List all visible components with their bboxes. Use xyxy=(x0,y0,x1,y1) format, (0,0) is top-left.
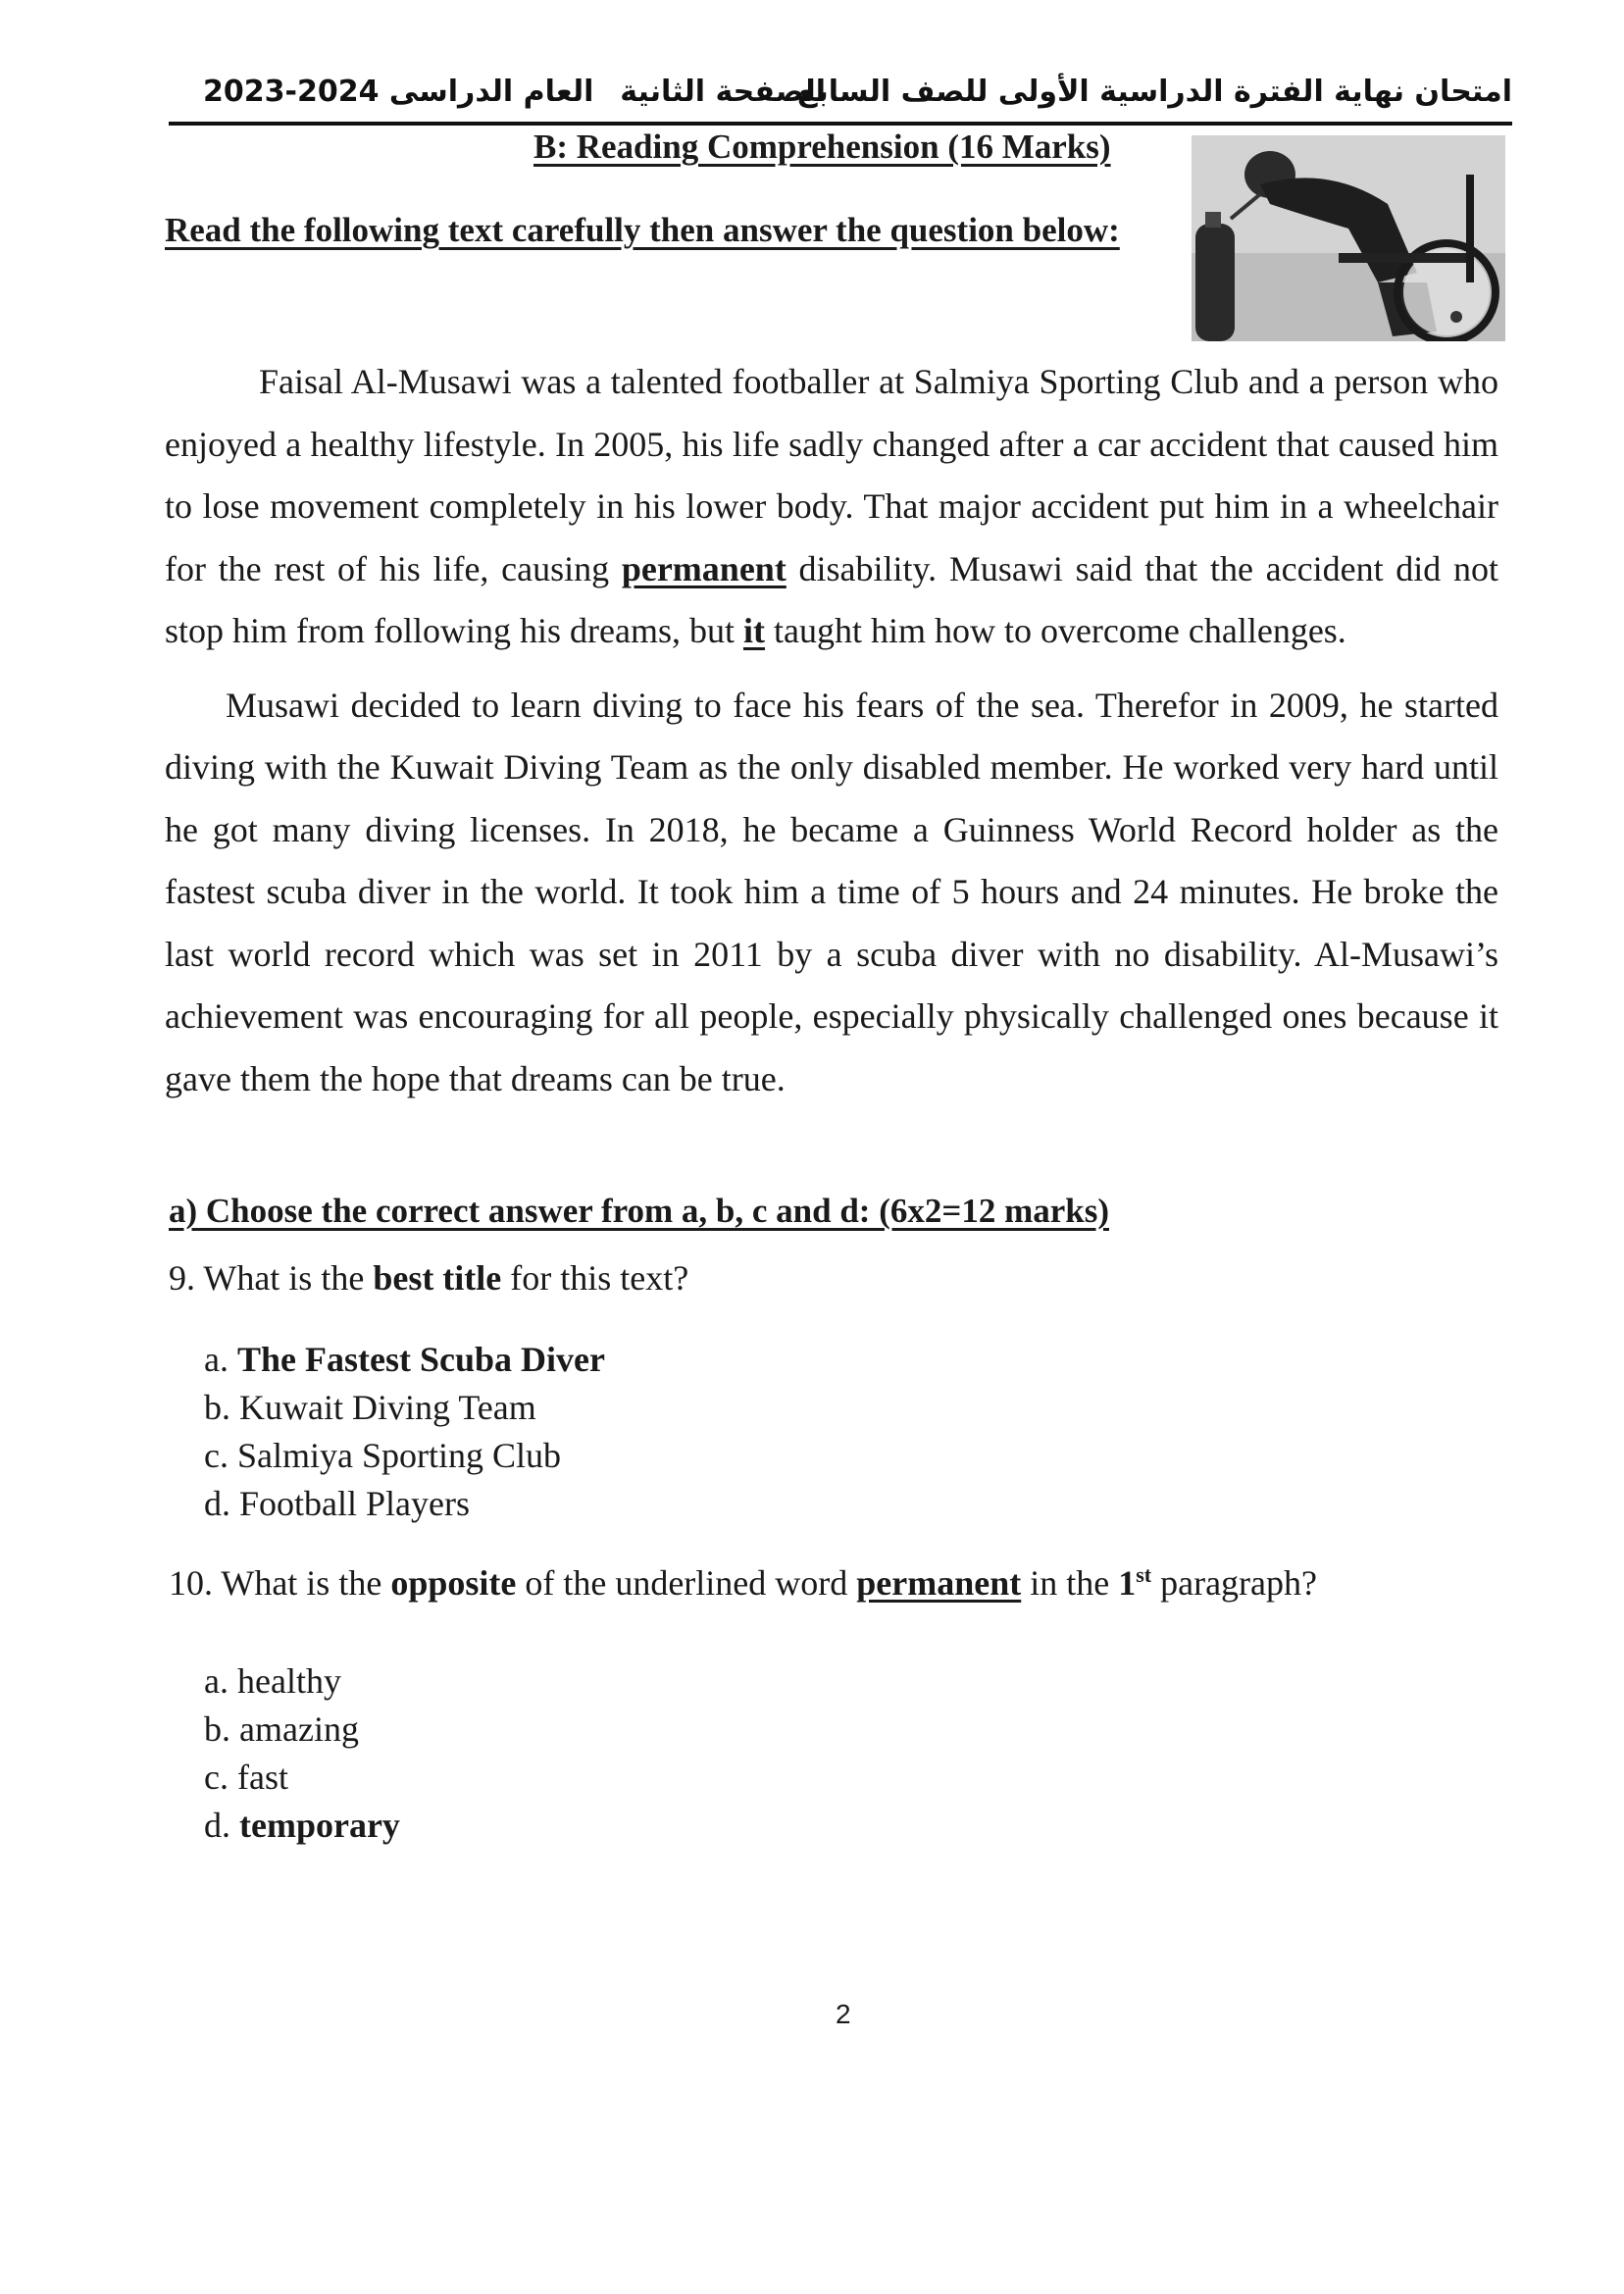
option-text: Salmiya Sporting Club xyxy=(236,1436,561,1475)
option-label: c. xyxy=(204,1758,228,1797)
option-text: Kuwait Diving Team xyxy=(239,1388,536,1427)
option-label: c. xyxy=(204,1436,228,1475)
option-d[interactable] xyxy=(204,1802,400,1850)
option-label: b. xyxy=(204,1388,230,1427)
exam-title: امتحان نهاية الفترة الدراسية الأولى للصف السابع xyxy=(797,75,1512,109)
question-number: 9. xyxy=(169,1258,195,1298)
passage-paragraph-2: Musawi decided to learn diving to face his fears of the sea. Therefor in 2009, he started diving with the Kuwait Diving Team as the only disabled member. He worked very hard until he got many diving licenses. In 2018, he became a Guinness World Record holder as the fastest scuba diver in the world. It took him a time of 5 hours and 24 minutes. He broke the last world record which was set in 2011 by a scuba diver with no disability. Al-Musawi’s achievement was encouraging for all people, especially physically challenged ones because it gave them the hope that dreams can be true. xyxy=(165,685,1498,1098)
option-a[interactable] xyxy=(204,1336,605,1384)
option-text: healthy xyxy=(236,1661,341,1701)
underlined-word-permanent: permanent xyxy=(621,548,787,588)
question-keyword: best title xyxy=(373,1258,502,1298)
question-text: in the xyxy=(1021,1563,1119,1603)
reading-instruction: Read the following text carefully then answer the question below: xyxy=(165,211,1120,249)
option-text: fast xyxy=(236,1758,288,1797)
school-year-label: العام الدراسى xyxy=(388,75,594,109)
question-number: 10. xyxy=(169,1563,213,1603)
option-text: Football Players xyxy=(239,1484,470,1523)
option-c[interactable] xyxy=(204,1754,400,1802)
question-9-options xyxy=(204,1336,605,1528)
section-title: B: Reading Comprehension (16 Marks) xyxy=(533,127,1111,166)
option-label: a. xyxy=(204,1661,228,1701)
page-label: الصفحة الثانية xyxy=(620,75,826,109)
option-label: d. xyxy=(204,1484,230,1523)
question-10-options xyxy=(204,1657,400,1850)
exam-header xyxy=(169,67,1512,126)
question-text: of the underlined word xyxy=(516,1563,857,1603)
option-b[interactable] xyxy=(204,1384,605,1432)
school-year-value: 2023-2024 xyxy=(203,75,380,109)
paragraph-1-text: taught him how to overcome challenges. xyxy=(764,611,1346,650)
underlined-pronoun-it: it xyxy=(742,611,765,650)
school-year xyxy=(203,75,593,109)
paragraph-1-text: disability. Musawi said that the accident did not stop him from following his dreams, but xyxy=(165,548,1498,650)
question-keyword: opposite xyxy=(390,1563,517,1603)
question-10 xyxy=(169,1562,1317,1604)
paragraph-1-text: Faisal Al-Musawi was a talented footballer at Salmiya Sporting Club and a person who enjoyed a healthy lifestyle. In 2005, his life sadly changed after a car accident that caused him to lose movement completely in his lower body. That major accident put him in a wheelchair for the rest of his life, causing xyxy=(165,362,1498,588)
option-label: b. xyxy=(204,1709,230,1749)
ordinal-number: 1 xyxy=(1118,1563,1137,1603)
option-text: temporary xyxy=(239,1806,400,1845)
question-text: What is the xyxy=(213,1563,391,1603)
question-text: What is the xyxy=(195,1258,374,1298)
option-label: d. xyxy=(204,1806,230,1845)
passage-photo xyxy=(1192,135,1505,341)
page-number: 2 xyxy=(836,1999,851,2029)
option-text: amazing xyxy=(239,1709,359,1749)
passage-paragraph-1 xyxy=(165,351,1498,663)
underlined-word-permanent: permanent xyxy=(856,1563,1022,1603)
question-text: paragraph? xyxy=(1151,1563,1317,1603)
ordinal-suffix: st xyxy=(1136,1562,1152,1587)
reading-passage xyxy=(165,351,1498,1110)
wheelchair-diver-image xyxy=(1192,135,1505,341)
option-c[interactable] xyxy=(204,1432,605,1480)
question-9 xyxy=(169,1257,688,1299)
option-label: a. xyxy=(204,1340,228,1379)
option-text: The Fastest Scuba Diver xyxy=(236,1340,605,1379)
part-a-heading: a) Choose the correct answer from a, b, c and d: (6x2=12 marks) xyxy=(169,1192,1109,1230)
option-d[interactable] xyxy=(204,1480,605,1528)
option-a[interactable] xyxy=(204,1657,400,1706)
question-text: for this text? xyxy=(501,1258,689,1298)
option-b[interactable] xyxy=(204,1706,400,1754)
